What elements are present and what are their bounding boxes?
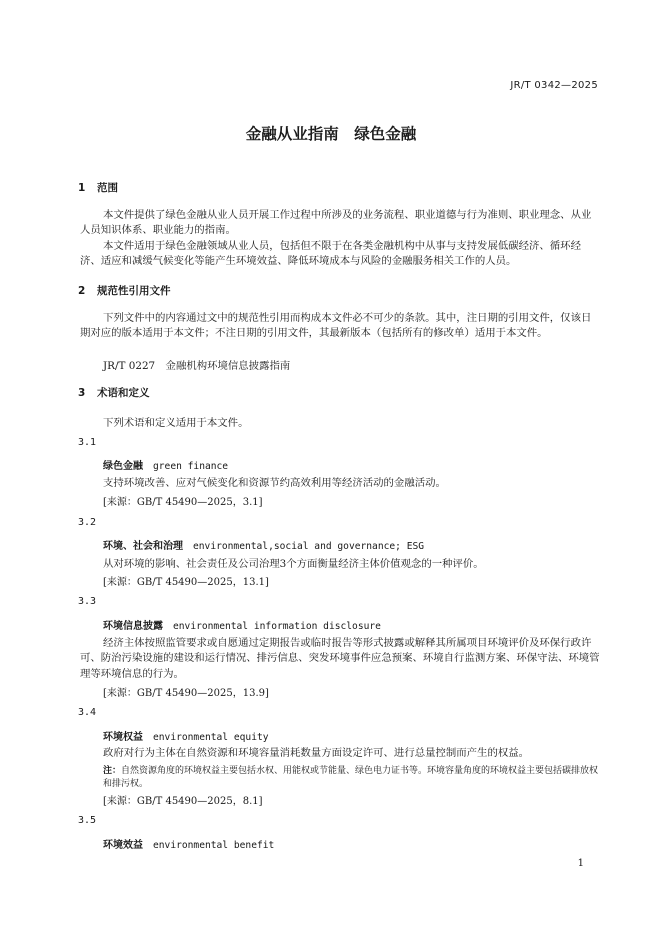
section-heading-normative-references <box>78 283 171 298</box>
section-heading-terms <box>78 385 150 400</box>
term-name <box>103 617 381 632</box>
term-definition: 从对环境的影响、社会责任及公司治理3个方面衡量经济主体价值观念的一种评价。 <box>103 558 484 570</box>
term-number: 3.5 <box>78 815 97 826</box>
term-name-zh: 绿色金融 <box>103 461 143 472</box>
term-number: 3.2 <box>78 517 97 528</box>
term-name-en: environmental,social and governance; ESG <box>193 541 425 552</box>
term-name <box>103 836 274 851</box>
scope-paragraph-1: 本文件提供了绿色金融从业人员开展工作过程中所涉及的业务流程、职业道德与行为准则、职业理念、从业人员知识体系、职业能力的指南。 <box>80 209 592 237</box>
section-number: 2 <box>78 285 86 297</box>
term-number: 3.3 <box>78 596 97 607</box>
section-title: 规范性引用文件 <box>97 285 171 297</box>
term-source: [来源：GB/T 45490—2025，13.1] <box>103 577 269 588</box>
term-name-zh: 环境权益 <box>103 732 143 743</box>
section-number: 3 <box>78 387 86 399</box>
document-code: JR/T 0342—2025 <box>510 80 598 91</box>
section-heading-scope <box>78 180 118 195</box>
term-number: 3.4 <box>78 707 97 718</box>
term-name-en: environmental benefit <box>153 840 275 851</box>
section-number: 1 <box>78 182 86 194</box>
term-source: [来源：GB/T 45490—2025，13.9] <box>103 688 269 699</box>
note-text: 自然资源角度的环境权益主要包括水权、用能权或节能量、绿色电力证书等。环境容量角度的环境权益主要包括碳排放权和排污权。 <box>103 766 599 789</box>
terms-intro: 下列术语和定义适用于本文件。 <box>103 417 249 429</box>
term-name-zh: 环境效益 <box>103 840 143 851</box>
term-name-en: environmental information disclosure <box>173 621 381 632</box>
term-source: [来源：GB/T 45490—2025，8.1] <box>103 796 263 807</box>
term-definition: 经济主体按照监管要求或自愿通过定期报告或临时报告等形式披露或解释其所属项目环境评价及环保行政许可、防治污染设施的建设和运行情况、排污信息、突发环境事件应急预案、环境自行监测方案、环保守法、环境管理等环境信息的行为。 <box>80 637 600 680</box>
term-name <box>103 728 269 743</box>
term-name-en: green finance <box>153 461 229 472</box>
scope-paragraph-2: 本文件适用于绿色金融领域从业人员，包括但不限于在各类金融机构中从事与支持发展低碳经济、循环经济、适应和减缓气候变化等能产生环境效益、降低环境成本与风险的金融服务相关工作的人员。 <box>80 240 581 268</box>
term-note <box>103 765 600 790</box>
term-name-zh: 环境信息披露 <box>103 621 163 632</box>
reference-item: JR/T 0227 金融机构环境信息披露指南 <box>103 360 291 372</box>
references-paragraph: 下列文件中的内容通过文中的规范性引用而构成本文件必不可少的条款。其中，注日期的引用文件，仅该日期对应的版本适用于本文件；不注日期的引用文件，其最新版本（包括所有的修改单）适用于本文件。 <box>80 312 592 340</box>
section-title: 范围 <box>97 182 118 194</box>
note-label: 注： <box>103 766 122 776</box>
document-title: 金融从业指南 绿色金融 <box>245 125 417 143</box>
term-number: 3.1 <box>78 437 97 448</box>
term-definition: 支持环境改善、应对气候变化和资源节约高效利用等经济活动的金融活动。 <box>103 477 446 489</box>
term-source: [来源：GB/T 45490—2025，3.1] <box>103 497 263 508</box>
term-definition: 政府对行为主体在自然资源和环境容量消耗数量方面设定许可、进行总量控制而产生的权益。 <box>103 747 530 759</box>
page-number: 1 <box>577 858 584 869</box>
term-name-en: environmental equity <box>153 732 269 743</box>
term-name-zh: 环境、社会和治理 <box>103 541 183 552</box>
term-name <box>103 457 228 472</box>
term-name <box>103 537 424 552</box>
section-title: 术语和定义 <box>97 387 150 399</box>
